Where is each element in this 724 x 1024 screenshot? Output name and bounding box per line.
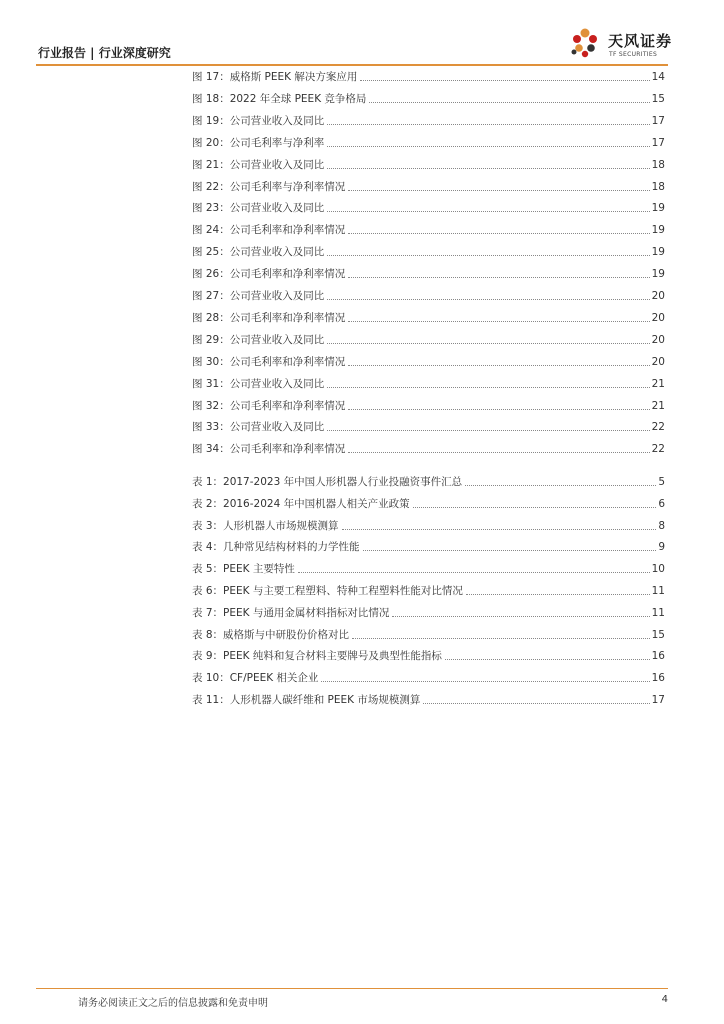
table-entry-title: 表 8：威格斯与中研股份价格对比	[192, 628, 350, 641]
table-entry-title: 表 3：人形机器人市场规模测算	[192, 519, 339, 532]
table-entry-title: 表 7：PEEK 与通用金属材料指标对比情况	[192, 606, 390, 619]
figure-entry[interactable]	[192, 442, 665, 456]
dot-leader	[392, 616, 649, 617]
table-entry-page: 17	[651, 694, 665, 706]
table-entry-page: 16	[651, 650, 665, 663]
dot-leader	[369, 102, 649, 103]
figure-entry[interactable]	[192, 267, 665, 281]
flower-logo-icon	[566, 24, 606, 64]
figure-entry-page: 15	[651, 92, 665, 105]
table-entry[interactable]	[192, 562, 665, 576]
figure-entry-page: 21	[651, 377, 665, 390]
figure-entry-title: 图 18：2022 年全球 PEEK 竞争格局	[192, 92, 367, 105]
dot-leader	[348, 321, 649, 322]
table-entry[interactable]	[192, 497, 665, 511]
table-entry-title: 表 2：2016-2024 年中国机器人相关产业政策	[192, 497, 410, 510]
figure-entry-title: 图 29：公司营业收入及同比	[192, 333, 325, 346]
figure-entry-title: 图 17：威格斯 PEEK 解决方案应用	[192, 71, 358, 83]
figure-entry-page: 20	[651, 290, 665, 302]
table-entry-page: 5	[658, 476, 665, 488]
dot-leader	[348, 452, 649, 453]
table-entry-page: 6	[658, 497, 665, 510]
dot-leader	[298, 572, 650, 573]
figure-entry-title: 图 23：公司营业收入及同比	[192, 202, 325, 215]
figure-entry[interactable]	[192, 399, 665, 413]
dot-leader	[327, 211, 649, 212]
figure-entry-title: 图 27：公司营业收入及同比	[192, 290, 325, 302]
figure-entry[interactable]	[192, 289, 665, 303]
figure-entry-page: 20	[651, 333, 665, 346]
figure-entry[interactable]	[192, 114, 665, 128]
table-entry-title: 表 6：PEEK 与主要工程塑料、特种工程塑料性能对比情况	[192, 585, 463, 597]
dot-leader	[327, 430, 649, 431]
figure-entry[interactable]	[192, 158, 665, 172]
table-entry[interactable]	[192, 475, 665, 489]
figure-entry-page: 22	[651, 421, 665, 434]
figure-entry-title: 图 28：公司毛利率和净利率情况	[192, 311, 346, 324]
table-entry-title: 表 9：PEEK 纯料和复合材料主要牌号及典型性能指标	[192, 650, 442, 663]
figure-entry[interactable]	[192, 245, 665, 259]
table-entry-title: 表 4：几种常见结构材料的力学性能	[192, 541, 360, 554]
figure-entry-page: 17	[651, 136, 665, 149]
figure-entry-page: 19	[651, 224, 665, 237]
table-entry-title: 表 1：2017-2023 年中国人形机器人行业投融资事件汇总	[192, 476, 463, 488]
figure-entry-title: 图 30：公司毛利率和净利率情况	[192, 355, 346, 368]
dot-leader	[348, 233, 649, 234]
dot-leader	[360, 80, 649, 81]
figure-entry-page: 20	[651, 311, 665, 324]
table-entry-page: 11	[651, 606, 665, 619]
figure-entry[interactable]	[192, 70, 665, 84]
report-category: 行业报告 | 行业深度研究	[38, 46, 171, 60]
table-entry[interactable]	[192, 649, 665, 663]
table-entry[interactable]	[192, 628, 665, 642]
table-entry-page: 16	[651, 672, 665, 685]
header-divider	[36, 64, 668, 66]
figure-entry-page: 17	[651, 114, 665, 127]
logo-company-name: 天风证券	[608, 32, 673, 50]
figure-entry-title: 图 32：公司毛利率和净利率情况	[192, 399, 346, 412]
table-entry-page: 9	[658, 541, 665, 554]
table-entry-page: 10	[651, 563, 665, 576]
table-entry[interactable]	[192, 584, 665, 598]
footer-disclaimer: 请务必阅读正文之后的信息披露和免责申明	[78, 998, 268, 1009]
dot-leader	[363, 550, 657, 551]
table-entry-title: 表 11：人形机器人碳纤维和 PEEK 市场规模测算	[192, 694, 421, 706]
figure-entry-title: 图 22：公司毛利率与净利率情况	[192, 180, 346, 193]
table-entry[interactable]	[192, 519, 665, 533]
dot-leader	[348, 190, 649, 191]
dot-leader	[327, 299, 649, 300]
dot-leader	[348, 277, 649, 278]
dot-leader	[466, 594, 650, 595]
figure-entry-page: 19	[651, 246, 665, 259]
table-entry-page: 11	[651, 585, 665, 597]
figure-entry[interactable]	[192, 420, 665, 434]
dot-leader	[445, 659, 650, 660]
figure-entry-page: 18	[651, 158, 665, 171]
dot-leader	[348, 365, 649, 366]
table-entry[interactable]	[192, 540, 665, 554]
figure-entry-title: 图 20：公司毛利率与净利率	[192, 136, 325, 149]
dot-leader	[342, 529, 657, 530]
dot-leader	[423, 703, 649, 704]
table-entry[interactable]	[192, 671, 665, 685]
company-logo	[566, 24, 686, 64]
figure-entry-page: 19	[651, 268, 665, 281]
dot-leader	[465, 485, 656, 486]
figure-entry[interactable]	[192, 180, 665, 194]
dot-leader	[327, 255, 649, 256]
table-entry-page: 15	[651, 628, 665, 641]
figure-entry-page: 14	[651, 71, 665, 83]
figure-entry[interactable]	[192, 223, 665, 237]
figure-entry-page: 22	[651, 443, 665, 456]
figure-entry[interactable]	[192, 355, 665, 369]
figure-entry-title: 图 34：公司毛利率和净利率情况	[192, 443, 346, 456]
page-number: 4	[661, 994, 668, 1005]
figure-entry-page: 18	[651, 180, 665, 193]
figure-entry-title: 图 19：公司营业收入及同比	[192, 114, 325, 127]
figure-entry[interactable]	[192, 311, 665, 325]
table-entry[interactable]	[192, 606, 665, 620]
figure-entry-title: 图 31：公司营业收入及同比	[192, 377, 325, 390]
table-entry-title: 表 5：PEEK 主要特性	[192, 563, 295, 576]
dot-leader	[321, 681, 649, 682]
table-entry-title: 表 10：CF/PEEK 相关企业	[192, 672, 319, 685]
dot-leader	[348, 409, 649, 410]
figure-entry-title: 图 33：公司营业收入及同比	[192, 421, 325, 434]
figure-entry-page: 19	[651, 202, 665, 215]
figure-entry-title: 图 26：公司毛利率和净利率情况	[192, 268, 346, 281]
dot-leader	[327, 343, 649, 344]
figure-entry[interactable]	[192, 201, 665, 215]
figure-entry[interactable]	[192, 377, 665, 391]
table-entry-page: 8	[658, 519, 665, 532]
figure-entry-title: 图 25：公司营业收入及同比	[192, 246, 325, 259]
dot-leader	[327, 146, 649, 147]
figure-entry[interactable]	[192, 136, 665, 150]
figure-entry[interactable]	[192, 333, 665, 347]
figure-entry-title: 图 24：公司毛利率和净利率情况	[192, 224, 346, 237]
dot-leader	[413, 507, 657, 508]
figure-entry-page: 21	[651, 399, 665, 412]
figure-entry-page: 20	[651, 355, 665, 368]
figure-entry[interactable]	[192, 92, 665, 106]
dot-leader	[327, 124, 649, 125]
logo-company-subtitle: TF SECURITIES	[609, 51, 658, 58]
dot-leader	[327, 387, 649, 388]
dot-leader	[352, 638, 650, 639]
footer-divider	[36, 988, 668, 989]
figure-entry-title: 图 21：公司营业收入及同比	[192, 158, 325, 171]
table-entry[interactable]	[192, 693, 665, 707]
dot-leader	[327, 168, 649, 169]
